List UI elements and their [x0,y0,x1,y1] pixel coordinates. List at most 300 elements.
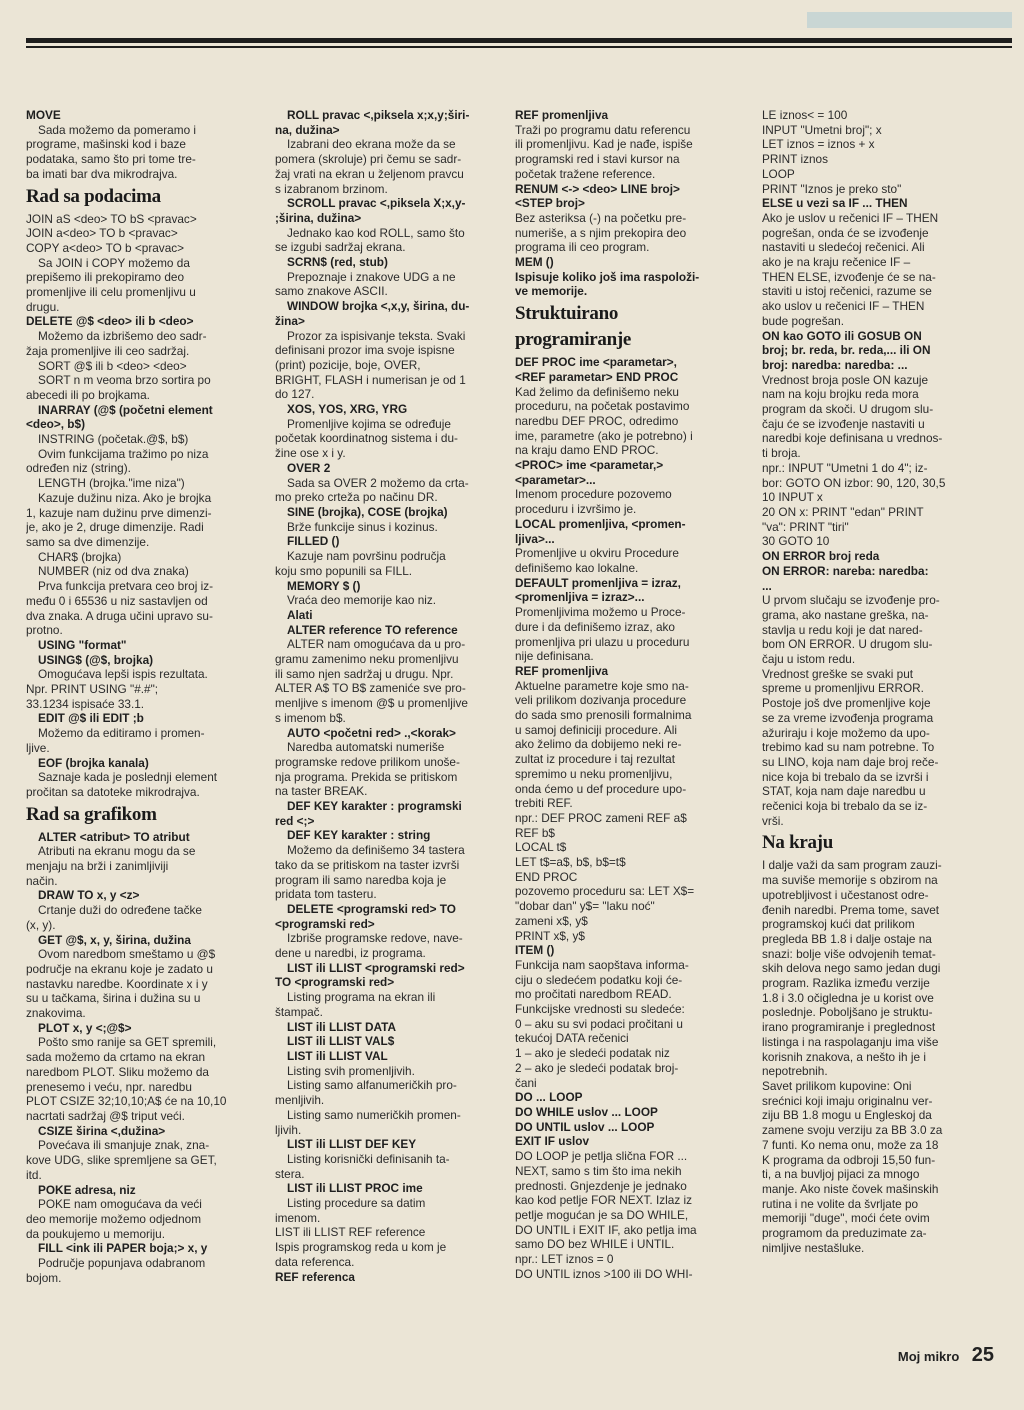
text-line: 2 – ako je sledeći podatak broj- [515,1060,679,1075]
text-line: ljivih. [275,1122,302,1137]
text-line: srećnici koji imaju originalnu ver- [762,1093,933,1108]
text-line: ROLL pravac <,piksela x;x,y;širi- [287,108,470,122]
text-line: pogrešan, onda će se izvođenje [762,225,929,240]
text-line: ili samo njen sadržaj u drugu. Npr. [275,666,454,681]
text-line: <PROC> ime <parametar,> [515,458,664,473]
text-line: <STEP broj> [515,196,585,211]
text-line: na, dužina> [275,122,340,137]
text-line: DO UNTIL uslov ... LOOP [515,1119,655,1134]
text-line: mo preko crteža po načinu DR. [275,490,438,505]
text-line: USING "format" [38,637,127,652]
text-line: (print) pozicije, boje, OVER, [275,357,421,372]
text-line: imenom. [275,1210,321,1225]
text-line: EOF (brojka kanala) [38,755,149,770]
text-line: Listing procedure sa datim [287,1196,426,1211]
text-line: ako je na kraju rečenice IF – [762,255,911,270]
text-line: nastaviti u sledećoj rečenici. Ali [762,240,925,255]
text-line: data referenca. [275,1254,355,1269]
text-line: početak koordinatnog sistema i du- [275,431,458,446]
text-line: Prozor za ispisivanje teksta. Svaki [287,328,466,343]
text-line: na kraju damo END PROC. [515,443,659,458]
text-line: bor: GOTO ON izbor: 90, 120, 30,5 [762,475,946,490]
text-column-3 [515,108,737,1340]
text-line: DO WHILE uslov ... LOOP [515,1105,658,1119]
text-line: LOOP [762,166,795,181]
text-line: FILL <ink ili PAPER boja;> x, y [38,1241,208,1256]
text-line: žina> [275,313,305,328]
text-line: ALTER reference TO reference [287,622,458,637]
text-line: Sa JOIN i COPY možemo da [38,255,190,270]
text-line: Pošto smo ranije sa GET spremili, [38,1035,217,1050]
text-line: trebiti REF. [515,796,573,811]
text-line: ažuriraju i koje možemo da upo- [762,725,930,740]
text-line: menjaju na brži i zanimljiviji [26,859,169,874]
text-line: sada možemo da crtamo na ekran [26,1050,206,1065]
text-line: spremimo u neku promenljivu, [515,766,673,781]
text-line: listinga i na raspolaganju ima više [762,1034,939,1049]
text-line: POKE nam omogućava da veći [38,1197,202,1212]
text-line: nije definisana. [515,649,594,664]
text-line: proceduru, na početak postavimo [515,399,690,414]
text-line: Alati [287,607,313,622]
text-line: se za vreme izvođenja programa [762,710,934,725]
text-line: SCROLL pravac <,piksela X;x,y- [287,196,466,211]
text-line: LIST ili LLIST DEF KEY [287,1137,417,1152]
text-line: SCRN$ (red, stub) [287,255,388,270]
text-line: drugu. [26,299,60,314]
text-line: pročitan sa datoteke mikrodrajva. [26,784,200,799]
text-line: ljiva>... [515,531,555,546]
text-line: END PROC [515,869,578,884]
text-line: pregleda BB 1.8 i dalje ostaje na [762,931,932,946]
text-line: DO ... LOOP [515,1090,583,1105]
text-line: kove UDG, slike spremljene sa GET, [26,1153,217,1168]
text-line: Kad želimo da definišemo neku [515,384,679,399]
text-line: Izabrani deo ekrana može da se [287,137,456,152]
text-line: ON ERROR broj reda [762,549,880,564]
text-line: POKE adresa, niz [38,1182,136,1197]
text-line: Listing svih promenljivih. [287,1063,415,1078]
text-line: TO <programski red> [275,975,395,990]
text-line: Traži po programu datu referencu [515,122,691,137]
text-line: JOIN aS <deo> TO bS <pravac> [26,211,197,226]
text-line: <promenljiva = izraz>... [515,590,645,605]
text-line: PRINT "Iznos je preko sto" [762,181,902,196]
text-line: proceduru i izvršimo je. [515,502,637,517]
text-line: određen niz (string). [26,461,131,476]
text-line: JOIN a<deo> TO b <pravac> [26,226,178,241]
text-line: žine ose x i y. [275,446,346,461]
text-line: ti broja. [762,446,801,461]
text-line: memoriji "duge", moći ćete ovim [762,1211,930,1226]
text-line: čaju će se izvođenje nastaviti u [762,416,925,431]
text-line: ma suviše memorije s obzirom na [762,873,938,888]
text-line: dene u naredbi, iz programa. [275,946,426,961]
text-line: veli prilikom dozivanja procedure [515,693,687,708]
text-line: irano programiranje i preglednost [762,1020,936,1035]
text-line: ciju o sledećem podatku koji će- [515,972,683,987]
text-line: COPY a<deo> TO b <pravac> [26,240,185,255]
text-line: program da skoči. U drugom slu- [762,402,934,417]
header-rule-thick [26,38,1012,43]
text-line: rutina i ne volite da švrljate po [762,1196,919,1211]
text-line: se izgubi sadržaj ekrana. [275,240,406,255]
text-line: BRIGHT, FLASH i numerisan je od 1 [275,372,466,387]
text-line: npr.: INPUT "Umetni 1 do 4"; iz- [762,460,928,475]
text-line: GET @$, x, y, širina, dužina [38,932,191,947]
text-line: ime, parametre (ako je potrebno) i [515,428,693,443]
text-line: Crtanje duži do određene tačke [38,903,202,918]
text-line: MEMORY $ () [287,578,361,593]
text-line: Vraća deo memorije kao niz. [287,593,437,608]
text-line: Sada možemo da pomeramo i [38,122,197,137]
text-line: početak tražene reference. [515,166,656,181]
text-line: Atributi na ekranu mogu da se [38,844,196,859]
text-line: poslednje. Poboljšano je struktu- [762,1005,933,1020]
text-line: u samoj definiciji procedure. Ali [515,722,677,737]
text-line: "dobar dan" y$= "laku noć" [515,899,655,914]
text-line: SINE (brojka), COSE (brojka) [287,504,448,519]
text-line: programski red i stavi kursor na [515,152,680,167]
text-line: MEM () [515,255,554,270]
text-line: skih delova nego samo jedan dugi [762,961,941,976]
text-line: REF promenljiva [515,108,609,122]
text-column-4 [762,108,984,1340]
text-line: LE iznos< = 100 [762,108,848,122]
text-line: 1 – ako je sledeći podatak niz [515,1046,670,1061]
text-line: definišemo kao lokalne. [515,560,639,575]
text-line: Naredba automatski numeriše [287,740,445,755]
text-line: manje. Ako niste čovek mašinskih [762,1181,939,1196]
text-line: Ispisuje koliko još ima raspoloži- [515,269,700,284]
text-line: nice koja bi trebalo da se izvrši i [762,769,929,784]
text-line: Imenom procedure pozovemo [515,487,672,502]
text-line: Saznaje kada je poslednji element [38,770,218,785]
text-line: Bez asteriksa (-) na početku pre- [515,210,687,225]
text-line: ili promenljivu. Kad je nađe, ispiše [515,137,693,152]
text-line: nam na koju brojku reda mora [762,387,919,402]
text-line: 0 – aku su svi podaci pročitani u [515,1016,683,1031]
text-line: ako želimo da dobijemo neki re- [515,737,682,752]
text-line: (x, y). [26,917,56,932]
text-line: itd. [26,1167,42,1182]
text-line: znakovima. [26,1006,86,1021]
text-line: PLOT x, y <;@$> [38,1020,132,1035]
text-line: DELETE @$ <deo> ili b <deo> [26,314,194,329]
text-line: DO LOOP je petlja slična FOR ... [515,1149,688,1164]
text-line: Npr. PRINT USING "#.#"; [26,682,159,697]
text-line: OVER 2 [287,460,331,475]
text-line: bom ON ERROR. U drugom slu- [762,637,933,652]
text-line: "va": PRINT "tiri" [762,519,849,534]
text-line: stavlja u redu koji je dat nared- [762,622,923,637]
text-line: Vrednost greške se svaki put [762,666,914,681]
text-line: Listing korisnički definisanih ta- [287,1151,450,1166]
text-line: npr.: LET iznos = 0 [515,1252,614,1267]
text-line: DEF KEY karakter : programski [287,799,462,814]
text-line: EXIT IF uslov [515,1134,590,1149]
header-corner-block [807,12,1012,28]
text-line: ... [762,578,772,593]
section-heading: Rad sa grafikom [26,803,157,825]
text-line: LOCAL t$ [515,840,567,855]
text-line: čaju u istom redu. [762,652,856,667]
text-line: stera. [275,1166,305,1181]
text-line: Jednako kao kod ROLL, samo što [287,225,465,240]
text-line: REF b$ [515,825,555,840]
text-line: ALTER <atribut> TO atribut [38,829,190,844]
text-line: do sada smo prenosili formalnima [515,708,692,723]
text-line: STAT, koja nam daje naredbu u [762,784,926,799]
text-line: Područje popunjava odabranom [38,1256,206,1271]
text-line: Prepoznaje i znakove UDG a ne [287,269,456,284]
text-line: ON ERROR: nareba: naredba: [762,563,929,578]
text-line: THEN ELSE, izvođenje će se na- [762,269,936,284]
text-line: pozovemo proceduru sa: LET X$= [515,884,695,899]
text-line: broj: naredba: naredba: ... [762,357,908,372]
text-column-1 [26,108,248,1340]
text-line: Ovom naredbom smeštamo u @$ [38,947,216,962]
text-line: EDIT @$ ili EDIT ;b [38,711,144,726]
text-line: WINDOW brojka <,x,y, širina, du- [287,299,470,314]
text-line: žaja promenljive ili ceo sadržaj. [26,343,190,358]
text-line: Omogućava lepši ispis rezultata. [38,667,208,682]
text-line: INSTRING (početak.@$, b$) [38,432,189,447]
text-line: Funkcijske vrednosti su sledeće: [515,1002,685,1017]
text-line: Listing programa na ekran ili [287,990,436,1005]
text-line: promenljiva pri ulazu u proceduru [515,634,690,649]
text-line: onda ćemo u def procedure upo- [515,781,687,796]
text-line: <deo>, b$) [26,417,86,432]
text-line: ljive. [26,740,50,755]
text-line: CHAR$ (brojka) [38,549,122,564]
text-line: zultat iz procedure i taj rezultat [515,752,675,767]
text-line: DEFAULT promenljiva = izraz, [515,575,681,590]
text-line: prepišemo ili prekopiramo deo [26,270,185,285]
text-line: programa ili ceo program. [515,240,650,255]
text-line: prenesemo i veću, npr. naredbu [26,1079,192,1094]
text-line: Listing samo numeričkih promen- [287,1107,461,1122]
text-line: NEXT, samo s tim što ima nekih [515,1163,682,1178]
text-line: SORT n m veoma brzo sortira po [38,373,211,388]
text-line: Promenljivima možemo u Proce- [515,605,686,620]
text-line: REF promenljiva [515,663,609,678]
text-line: LET iznos = iznos + x [762,137,875,152]
text-line: do 127. [275,387,315,402]
text-line: Možemo da editiramo i promen- [38,726,205,741]
text-line: Promenljive u okviru Procedure [515,546,679,561]
text-line: PLOT CSIZE 32;10,10;A$ će na 10,10 [26,1094,227,1109]
text-line: Vrednost broja posle ON kazuje [762,372,929,387]
text-line: K programa da odbroji 15,50 fun- [762,1152,936,1167]
text-line: 7 funti. Ko nema onu, može za 18 [762,1137,939,1152]
text-line: INPUT "Umetni broj"; x [762,122,882,137]
text-line: koju smo popunili sa FILL. [275,563,413,578]
text-line: LIST ili LLIST <programski red> [287,960,465,975]
text-line: Izbriše programske redove, nave- [287,931,463,946]
text-line: promenljive ili celu promenljivu u [26,285,196,300]
page-number: 25 [971,1344,994,1366]
text-line: štampač. [275,1004,323,1019]
text-line: nastavku naredbe. Koordinate x i y [26,976,208,991]
text-line: vrši. [762,813,784,828]
text-line: su LINO, koja nam daje broj reče- [762,754,939,769]
text-line: prednosti. Gnjezdenje je jednako [515,1178,687,1193]
text-line: <programski red> [275,916,375,931]
text-line: bude pogrešan. [762,313,844,328]
text-line: DEF PROC ime <parametar>, [515,355,677,370]
text-line: nacrtati sadržaj @$ triput veći. [26,1109,185,1123]
text-line: RENUM <-> <deo> LINE broj> [515,181,680,196]
section-heading: Struktuirano [515,303,619,325]
text-line: USING$ (@$, brojka) [38,652,154,667]
text-line: mo pročitati naredbom READ. [515,987,672,1002]
page-footer [898,1344,994,1367]
text-line: naredbom PLOT. Sliku možemo da [26,1064,209,1079]
text-line: CSIZE širina <,dužina> [38,1123,166,1138]
text-line: rečenici koja bi trebalo da se iz- [762,799,928,814]
text-line: nepotrebnih. [762,1064,828,1079]
header-band [26,0,1012,40]
section-heading: Na kraju [762,832,833,854]
text-line: đenih naredbi. Prema tome, savet [762,902,940,917]
text-line: Sada sa OVER 2 možemo da crta- [287,475,469,490]
text-line: 10 INPUT x [762,490,823,505]
text-line: numeriše, a s njim prekopira deo [515,225,687,240]
text-line: čani [515,1075,537,1090]
text-line: Ako je uslov u rečenici IF – THEN [762,210,939,225]
text-line: ti, a na buvljoj pijaci za mnogo [762,1167,920,1182]
text-line: INARRAY (@$ (početni element [38,402,213,417]
text-line: snazi: bolje više odvojenih temat- [762,946,936,961]
text-line: programske redove prilikom unoše- [275,754,460,769]
text-line: Kazuje nam površinu područja [287,549,446,564]
text-line: REF referenca [275,1269,355,1284]
header-rule-thin [26,46,1012,48]
text-line: MOVE [26,108,61,122]
text-line: ALTER A$ TO B$ zameniće sve pro- [275,681,466,696]
text-line: su u tačkama, širina i dužina su u [26,991,201,1006]
text-line: LIST ili LLIST PROC ime [287,1181,423,1196]
text-line: LOCAL promenljiva, <promen- [515,516,686,531]
text-line: XOS, YOS, XRG, YRG [287,402,408,417]
text-line: grama, ako nastane greška, na- [762,607,929,622]
text-line: DELETE <programski red> TO [287,901,456,916]
text-line: Listing samo alfanumeričkih pro- [287,1078,457,1093]
text-line: Promenljive kojima se određuje [287,416,451,431]
text-line: zamene svoju verziju za BB 3.0 za [762,1123,943,1138]
text-line: Povećava ili smanjuje znak, zna- [38,1138,210,1153]
text-line: abecedi ili po brojkama. [26,387,150,402]
text-line: 1, kazuje nam dužinu prve dimenzi- [26,505,212,520]
text-line: programskoj kući dat prilikom [762,917,915,932]
text-line: da poukujemo u memoriju. [26,1226,166,1241]
text-line: nja programa. Prekida se pritiskom [275,769,458,784]
text-line: DRAW TO x, y <z> [38,888,140,903]
section-heading: programiranje [515,329,632,351]
text-line: ako uslov u rečenici IF – THEN [762,299,925,314]
text-line: ve memorije. [515,284,588,299]
text-line: protno. [26,623,63,638]
text-line: LIST ili LLIST DATA [287,1019,396,1034]
text-line: deo memorije možemo odjednom [26,1211,202,1226]
text-line: zameni x$, y$ [515,913,588,928]
text-line: ;širina, dužina> [275,210,362,225]
text-line: PRINT x$, y$ [515,928,585,943]
text-line: 1.8 i 3.0 očigledna je u korist ove [762,990,934,1005]
text-line: 20 ON x: PRINT "edan" PRINT [762,504,924,519]
text-line: U prvom slučaju se izvođenje pro- [762,593,940,608]
text-line: upotrebljivost i učestanost odre- [762,887,929,902]
text-line: ba imati bar dva mikrodrajva. [26,166,178,181]
text-line: bojom. [26,1270,62,1285]
text-line: 30 GOTO 10 [762,534,830,549]
text-line: NUMBER (niz od dva znaka) [38,564,189,579]
text-line: naredbu DEF PROC, odredimo [515,413,679,428]
text-line: AUTO <početni red> .,<korak> [287,725,456,740]
text-line: SORT @$ ili b <deo> <deo> [38,358,187,373]
text-line: ziju BB 1.8 mogu u Engleskoj da [762,1108,932,1123]
text-line: na taster BREAK. [275,784,368,799]
text-line: dva znaka. A druga učini upravo su- [26,608,213,623]
text-line: pridata tom tasteru. [275,887,377,902]
text-line: ON kao GOTO ili GOSUB ON [762,328,922,343]
text-line: trebimo kad su nam potrebne. To [762,740,935,755]
text-line: LENGTH (brojka."ime niza") [38,476,185,491]
text-line: naredbi koje definisana u vrednos- [762,431,943,446]
text-line: kao kod petlje FOR NEXT. Izlaz iz [515,1193,693,1208]
text-line: žaj vrati na ekran u željenom pravcu [275,166,464,181]
text-line: način. [26,873,58,888]
magazine-name: Moj mikro [897,1349,960,1364]
text-line: programe, mašinski kod i baze [26,137,186,152]
text-line: samo DO bez WHILE i UNTIL. [515,1237,675,1252]
text-line: <parametar>... [515,472,596,487]
text-line: tekućoj DATA rečenici [515,1031,629,1046]
text-line: petlje mogućan je sa DO WHILE, [515,1207,689,1222]
text-line: Aktuelne parametre koje smo na- [515,678,689,693]
text-line: definisani prozor ima svoje ispisne [275,343,455,358]
text-line: Možemo da definišemo 34 tastera [287,843,465,858]
text-line: I dalje važi da sam program zauzi- [762,858,942,873]
text-line: menljive s imenom @$ u promenljive [275,696,468,711]
text-line: staviti u istoj rečenici, razume se [762,284,932,299]
text-line: samo sa dve dimenzije. [26,534,150,549]
text-line: program ili samo naredba koja je [275,872,447,887]
text-line: PRINT iznos [762,152,828,167]
text-line: podataka, samo što pri tome tre- [26,152,196,167]
text-line: Savet prilikom kupovine: Oni [762,1079,912,1093]
text-line: npr.: DEF PROC zameni REF a$ [515,810,687,825]
text-line: LIST ili LLIST REF reference [275,1225,426,1240]
text-line: ELSE u vezi sa IF ... THEN [762,196,908,211]
text-line: FILLED () [287,534,340,549]
text-line: Postoje još dve promenljive koje [762,696,931,711]
text-line: samo znakove ASCII. [275,284,388,299]
text-column-2 [275,108,497,1340]
text-line: područje na ekranu koje je zadato u [26,961,213,976]
text-line: DEF KEY karakter : string [287,828,431,843]
text-line: nimljive nestašluke. [762,1240,865,1255]
text-line: programom da preduzimate za- [762,1226,927,1241]
text-line: pomera (skroluje) pri čemu se sadr- [275,152,462,167]
text-line: s imenom b$. [275,710,346,725]
text-line: Funkcija nam saopštava informa- [515,957,689,972]
text-line: spreme u promenljivu ERROR. [762,681,924,696]
text-line: menljivih. [275,1093,325,1108]
text-line: tako da se pritiskom na taster izvrši [275,857,460,872]
text-line: LIST ili LLIST VAL [287,1049,388,1063]
